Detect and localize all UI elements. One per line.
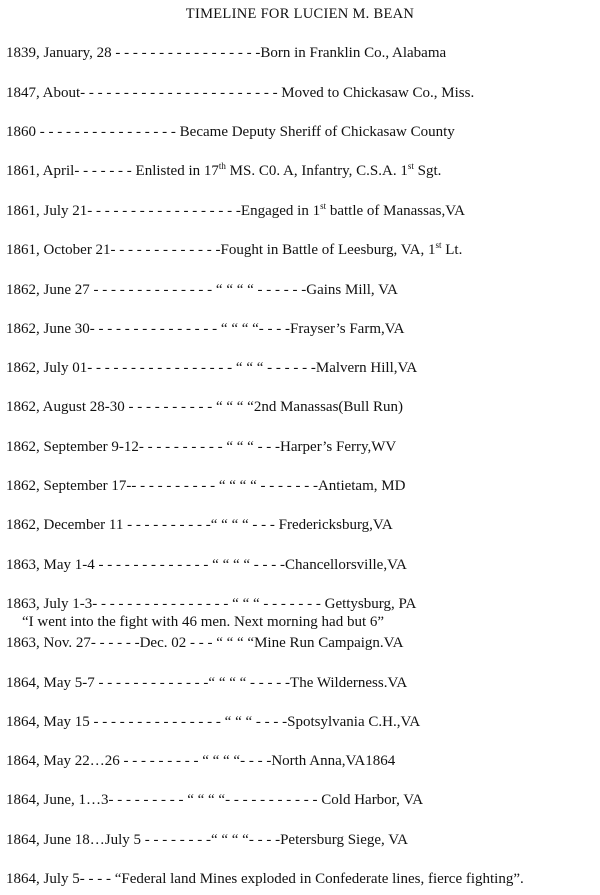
timeline-entry: 1862, June 27 - - - - - - - - - - - - - - “ “ “ “ - - - - - -Gains Mill, VA <box>6 282 398 298</box>
timeline-entry: 1862, August 28-30 - - - - - - - - - - “ “ “ “2nd Manassas(Bull Run) <box>6 399 403 415</box>
timeline-entry: 1864, June 18…July 5 - - - - - - - -“ “ “ “- - - -Petersburg Siege, VA <box>6 832 408 848</box>
timeline-entry: 1861, October 21- - - - - - - - - - - - -Fought in Battle of Leesburg, VA, 1st Lt. <box>6 240 463 258</box>
timeline-entry: 1863, Nov. 27- - - - - -Dec. 02 - - - “ “ “ “Mine Run Campaign.VA <box>6 635 404 651</box>
timeline-entry: 1861, April- - - - - - - Enlisted in 17th MS. C0. A, Infantry, C.S.A. 1st Sgt. <box>6 161 442 179</box>
page-title: TIMELINE FOR LUCIEN M. BEAN <box>185 6 415 22</box>
timeline-entry: 1864, May 15 - - - - - - - - - - - - - - - “ “ “ - - - -Spotsylvania C.H.,VA <box>6 714 421 730</box>
timeline-entry: 1864, May 22…26 - - - - - - - - - “ “ “ “- - - -North Anna,VA1864 <box>6 753 396 769</box>
timeline-entry: 1861, July 21- - - - - - - - - - - - - - - - - -Engaged in 1st battle of Manassas,VA <box>6 201 465 219</box>
timeline-entry: 1847, About- - - - - - - - - - - - - - - - - - - - - - - Moved to Chickasaw Co., Miss. <box>6 85 475 101</box>
timeline-entry: 1862, December 11 - - - - - - - - - -“ “ “ “ - - - Fredericksburg,VA <box>6 517 393 533</box>
timeline-entry: 1864, May 5-7 - - - - - - - - - - - - -“ “ “ “ - - - - -The Wilderness.VA <box>6 675 408 691</box>
timeline-entry: 1863, May 1-4 - - - - - - - - - - - - - “ “ “ “ - - - -Chancellorsville,VA <box>6 557 407 573</box>
timeline-entry: 1864, June, 1…3- - - - - - - - - “ “ “ “- - - - - - - - - - - Cold Harbor, VA <box>6 792 424 808</box>
timeline-entry: 1862, September 9-12- - - - - - - - - - “ “ “ - - -Harper’s Ferry,WV <box>6 439 397 455</box>
timeline-entry: 1862, September 17-- - - - - - - - - - “ “ “ “ - - - - - - -Antietam, MD <box>6 478 406 494</box>
timeline-entry: 1862, July 01- - - - - - - - - - - - - - - - - “ “ “ - - - - - -Malvern Hill,VA <box>6 360 418 376</box>
quote-line: “I went into the fight with 46 men. Next morning had but 6” <box>22 614 385 630</box>
timeline-entry: 1860 - - - - - - - - - - - - - - - - Became Deputy Sheriff of Chickasaw County <box>6 124 455 140</box>
timeline-entry: 1863, July 1-3- - - - - - - - - - - - - - - - “ “ “ - - - - - - - Gettysburg, PA <box>6 596 417 612</box>
timeline-entry: 1862, June 30- - - - - - - - - - - - - - - “ “ “ “- - - -Frayser’s Farm,VA <box>6 321 405 337</box>
timeline-entry: 1864, July 5- - - - “Federal land Mines exploded in Confederate lines, fierce fighting”. <box>6 871 524 887</box>
timeline-entry: 1839, January, 28 - - - - - - - - - - - - - - - - -Born in Franklin Co., Alabama <box>6 45 447 61</box>
